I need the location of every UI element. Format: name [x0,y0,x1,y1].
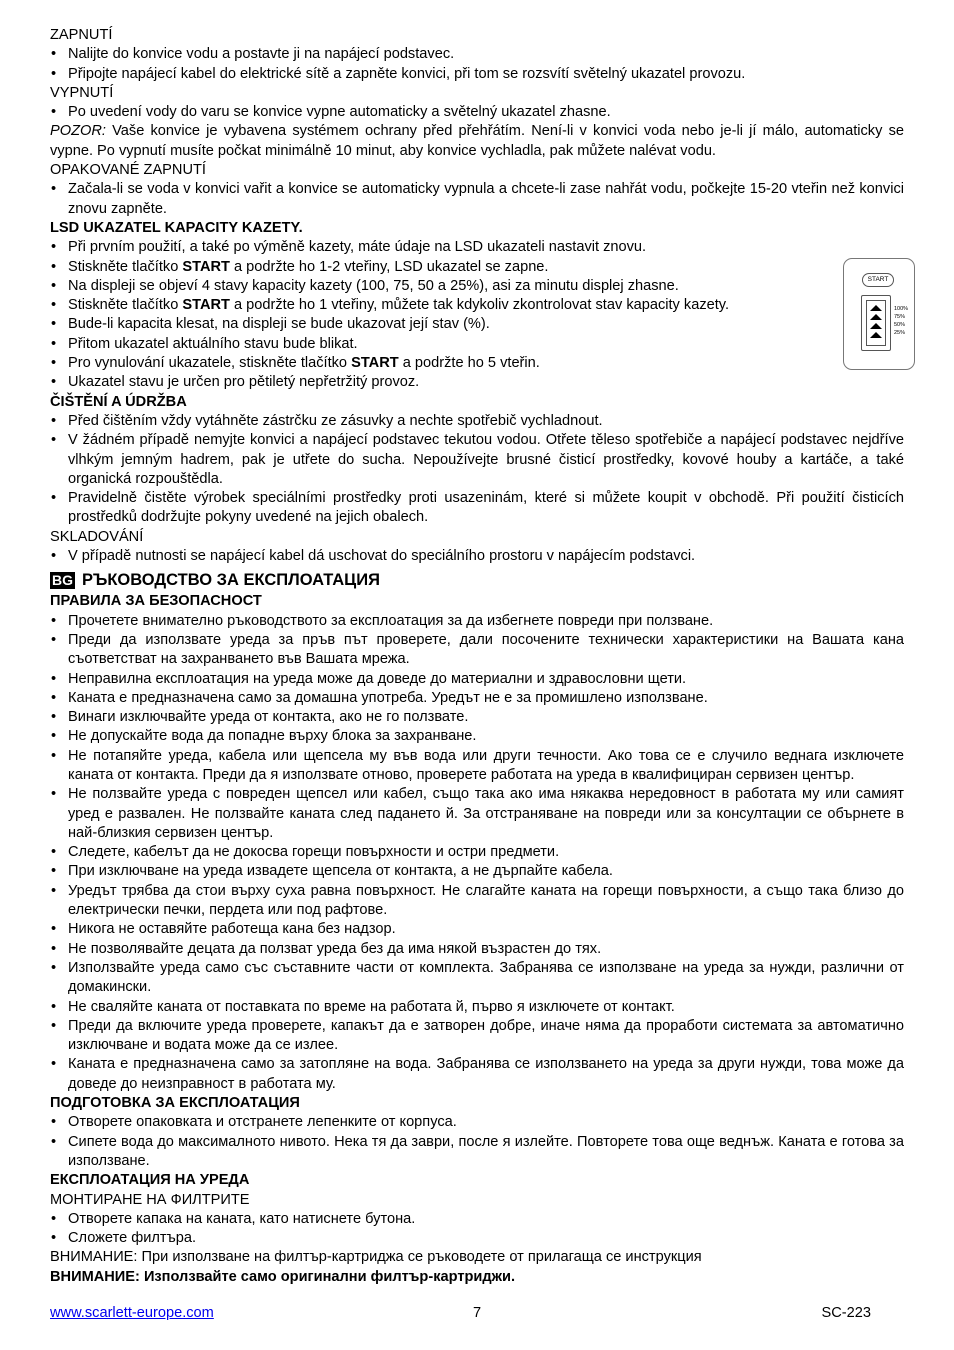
list-item: • Na displeji se objeví 4 stavy kapacity kazety (100, 75, 50 a 25%), asi za minutu displej zhasne. [50,277,810,296]
heading-usage: ЕКСПЛОАТАЦИЯ НА УРЕДА [50,1172,250,1189]
capacity-display [861,295,891,351]
list-item: • Сипете вода до максималното нивото. Нека тя да заври, после я излейте. Повторете това още веднъж. Каната е готова за използване. [50,1133,904,1172]
list-item: • Не ползвайте уреда с повреден щепсел или кабел, също така ако има някаква нередовност в работата му или самият уред е развален. Не ползвайте каната след падането й. За отстраняване на повреди или за консултации се обърнете в най-близкия сервизен център. [50,785,904,843]
section-title: РЪКОВОДСТВО ЗА ЕКСПЛОАТАЦИЯ [82,570,380,589]
list-item: • Уредът трябва да стои върху суха равна повърхност. Не слагайте каната на горещи повърхности, а също така близо до електрически печки, пердета или под рафтове. [50,882,904,921]
text: Stiskněte tlačítko [68,297,183,314]
page-footer [50,1304,904,1323]
heading-opakovane: OPAKOVANÉ ZAPNUTÍ [50,162,206,179]
level-arrow-icon [870,332,882,338]
text: a podržte ho 1-2 vteřiny, LSD ukazatel se zapne. [229,258,549,275]
list-zapnuti [50,45,904,84]
list-item: • Използвайте уреда само със съставните части от комплекта. Забранява се използване на уреда за нужди, различни от домакински. [50,959,904,998]
list-lsd [50,238,810,392]
pozor-label: POZOR: [50,123,106,140]
start-label: START [182,297,230,314]
list-item: • Přitom ukazatel aktuálního stavu bude blikat. [50,335,810,354]
list-item: • Pravidelně čistěte výrobek speciálními prostředky proti usazeninám, které si můžete koupit v obchodě. Při použití čisticích prostředků dodržujte pokyny uvedené na jejich obalech. [50,489,904,528]
heading-filter: МОНТИРАНЕ НА ФИЛТРИТЕ [50,1191,250,1208]
list-item: • Při prvním použití, a také po výměně kazety, máte údaje na LSD ukazateli nastavit znovu. [50,238,810,257]
list-item: • Отворете опаковката и отстранете лепенките от корпуса. [50,1113,904,1132]
level-label: 75% [894,314,906,320]
list-item: • Bude-li kapacita klesat, na displeji se bude ukazovat její stav (%). [50,315,810,334]
list-filter [50,1210,904,1249]
pozor-paragraph [50,122,904,161]
text: Stiskněte tlačítko [68,258,183,275]
note-original-filters: ВНИМАНИЕ: Използвайте само оригинални филтър-картриджи. [50,1268,516,1285]
list-preparation [50,1113,904,1171]
heading-cisteni: ČIŠTĚNÍ A ÚDRŽBA [50,393,187,410]
list-item: • V žádném případě nemyjte konvici a napájecí podstavec tekutou vodou. Otřete těleso spotřebiče a napájecí podstavec nejdříve vlhkým jemným hadrem, pak je utřete do sucha. Nepoužívejte brusné čisticí prostředky, kovové houby a kartáče, a také organická rozpouštědla. [50,431,904,489]
note-filter-instructions: ВНИМАНИЕ: При използване на филтър-картриджа се ръководете от прилагаща се инструкция [50,1249,702,1266]
level-arrow-icon [870,305,882,311]
list-item: • Připojte napájecí kabel do elektrické sítě a zapněte konvici, při tom se rozsvítí světelný ukazatel provozu. [50,65,904,84]
website-link[interactable]: www.scarlett-europe.com [50,1305,214,1321]
list-item: • Не допускайте вода да попадне върху блока за захранване. [50,727,904,746]
text: a podržte ho 5 vteřin. [398,355,540,372]
list-item [50,258,810,277]
heading-skladovani: SKLADOVÁNÍ [50,528,144,545]
list-item: • Каната е предназначена само за домашна употреба. Уредът не е за промишлено използване. [50,689,904,708]
heading-lsd: LSD UKAZATEL KAPACITY KAZETY. [50,219,303,236]
heading-preparation: ПОДГОТОВКА ЗА ЕКСПЛОАТАЦИЯ [50,1095,300,1112]
list-item: • Не позволявайте децата да ползват уреда без да има някой възрастен до тях. [50,940,904,959]
page-number: 7 [473,1305,482,1321]
start-label: START [351,355,399,372]
text: Pro vynulování ukazatele, stiskněte tlačítko [68,355,352,372]
pozor-text: Vaše konvice je vybavena systémem ochrany před přehřátím. Není-li v konvici voda nebo je-li jí málo, automaticky se vypne. Po vypnutí musíte počkat minimálně 10 minut, aby konvice vychladla, pak můžete nalévat vodu. [50,123,904,159]
model-number: SC-223 [821,1305,871,1321]
heading-safety: ПРАВИЛА ЗА БЕЗОПАСНОСТ [50,593,262,610]
list-item: • Ukazatel stavu je určen pro pětiletý nepřetržitý provoz. [50,373,810,392]
heading-vypnuti: VYPNUTÍ [50,84,114,101]
list-item: • Преди да използвате уреда за пръв път проверете, дали посочените технически характеристики на Вашата кана съответстват на захранването във Вашата мрежа. [50,631,904,670]
display-window [866,300,886,346]
level-arrow-icon [870,314,882,320]
list-opakovane [50,180,904,219]
list-item: • V případě nutnosti se napájecí kabel dá uschovat do speciálního prostoru v napájecím podstavci. [50,547,904,566]
list-item: • Следете, кабелът да не докосва горещи повърхности и остри предмети. [50,843,904,862]
list-item: • Преди да включите уреда проверете, капакът да е затворен добре, иначе няма да проработи системата за автоматично изключване и водата може да се излее. [50,1017,904,1056]
bg-section-header [50,568,904,592]
list-item: • Před čištěním vždy vytáhněte zástrčku ze zásuvky a nechte spotřebič vychladnout. [50,412,904,431]
list-item: • Po uvedení vody do varu se konvice vypne automaticky a světelný ukazatel zhasne. [50,103,904,122]
start-label: START [182,258,230,275]
list-item: • При изключване на уреда извадете щепсела от контакта, а не дърпайте кабела. [50,862,904,881]
list-item [50,296,810,315]
list-item: • Прочетете внимателно ръководството за експлоатация за да избегнете повреди при ползване. [50,612,904,631]
list-item: • Začala-li se voda v konvici vařit a konvice se automaticky vypnula a chcete-li zase nahřát vodu, počkejte 15-20 vteřin než konvici znovu zapněte. [50,180,904,219]
text: a podržte ho 1 vteřiny, můžete tak kdykoliv zkontrolovat stav kapacity kazety. [229,297,730,314]
language-badge: BG [52,571,73,588]
start-button: START [862,273,894,287]
list-skladovani [50,547,904,566]
list-item: • Отворете капака на каната, като натиснете бутона. [50,1210,904,1229]
level-arrow-icon [870,323,882,329]
level-label: 25% [894,330,906,336]
indicator-device-illustration [843,258,915,370]
list-item: • Не потапяйте уреда, кабела или щепсела му във вода или други течности. Ако това се е случило веднага изключете каната от контакта. Преди да я използвате отново, проверете работата на уреда в квалифициран сервизен център. [50,747,904,786]
list-item: • Никога не оставяйте работеща кана без надзор. [50,920,904,939]
list-item: • Каната е предназначена само за затопляне на вода. Забранява се използването на уреда за други нужди, това може да доведе до неизправност в работата му. [50,1055,904,1094]
list-item: • Неправилна експлоатация на уреда може да доведе до материални и здравословни щети. [50,670,904,689]
list-vypnuti [50,103,904,122]
level-label: 100% [894,306,909,312]
list-safety [50,612,904,1094]
level-label: 50% [894,322,906,328]
heading-zapnuti: ZAPNUTÍ [50,27,113,43]
list-item: • Винаги изключвайте уреда от контакта, ако не го ползвате. [50,708,904,727]
list-item: • Не сваляйте каната от поставката по време на работата й, първо я изключете от контакт. [50,998,904,1017]
document-page [50,26,904,1287]
list-item [50,354,810,373]
list-item: • Сложете филтъра. [50,1229,904,1248]
list-item: • Nalijte do konvice vodu a postavte ji na napájecí podstavec. [50,45,904,64]
list-cisteni [50,412,904,528]
